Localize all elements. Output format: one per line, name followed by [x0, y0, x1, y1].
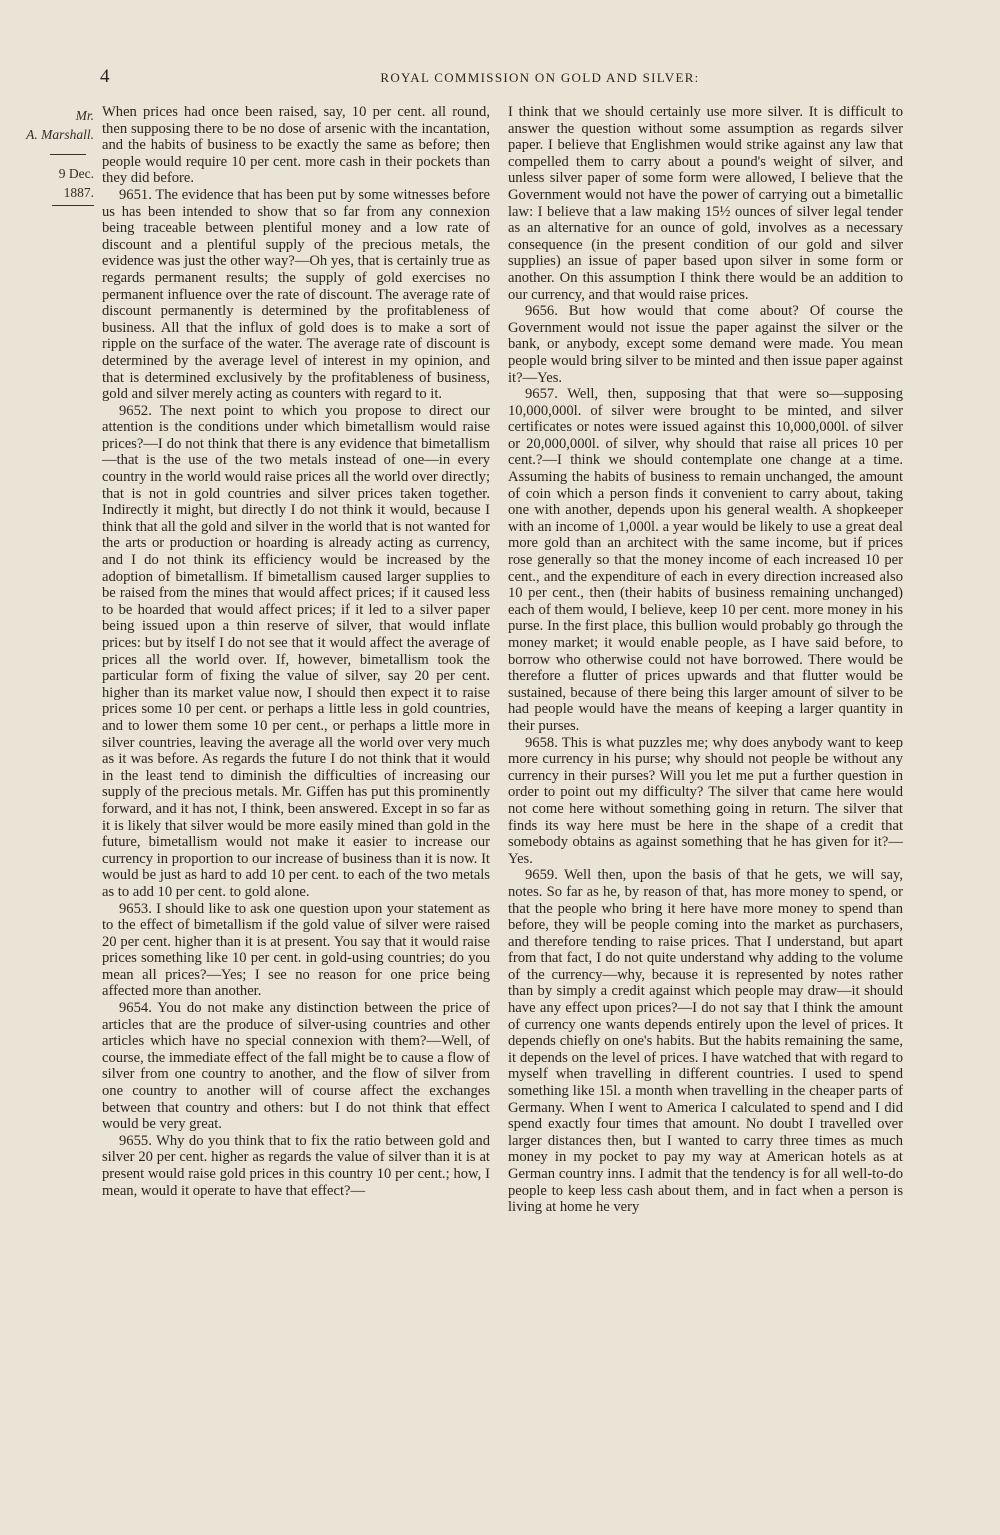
paragraph: 9659. Well then, upon the basis of that he gets, we will say, notes. So far as he, by reason of that, has more money to spend, or that the people who bring it here have more money to spend than before, they will be people coming into the market as purchasers, and therefore tending to raise prices. That I understand, but apart from that fact, I do not quite understand why adding to the volume of the currency—why, because it is represented by notes rather than by simply a credit against which people may draw—it should have any effect upon prices?—I do not say that I think the amount of currency one wants depends entirely upon the level of prices. It depends chiefly on one's habits. But the habits remaining the same, it depends on the level of prices. I have watched that with regard to myself when travelling in different countries. I used to spend something like 15l. a month when travelling in the cheaper parts of Germany. When I went to America I calculated to spend and I did spend exactly four times that amount. No doubt I travelled over larger distances then, but I wanted to carry three times as much money in my pocket to pay my way at American hotels as at German country inns. I admit that the tendency is for all well-to-do people to keep less cash about them, and in fact when a person is living at home he very	[508, 867, 903, 1216]
margin-rule	[50, 154, 86, 155]
paragraph: 9656. But how would that come about? Of course the Government would not issue the paper against the silver or the bank, or anybody, except some demand were made. You mean people would bring silver to be minted and then issue paper against it?—Yes.	[508, 303, 903, 386]
paragraph: 9654. You do not make any distinction between the price of articles that are the produce of silver-using countries and other articles which have no special connexion with them?—Well, of course, the immediate effect of the fall might be to cause a flow of silver from one country to another, and the flow of silver from one country to another will of course affect the exchanges between that country and others: but I do not think that effect would be very great.	[102, 1000, 490, 1133]
page-number: 4	[100, 66, 110, 87]
left-column	[102, 104, 490, 1199]
testimony-date: 9 Dec. 1887.	[58, 166, 94, 200]
paragraph: I think that we should certainly use more silver. It is difficult to answer the question without some assumption as regards silver paper. I believe that Englishmen would strike against any law that compelled them to carry about a pound's weight of silver, and unless silver paper of some form were allowed, I believe that the Government would not have the power of carrying out a bimetallic law: I believe that a law making 15½ ounces of silver legal tender as an alternative for an ounce of gold, involves as a necessary consequence (in the present condition of our gold and silver supplies) an issue of paper based upon silver in some form or another. On this assumption I think there would be an addition to our currency, and that would raise prices.	[508, 104, 903, 303]
paragraph: 9655. Why do you think that to fix the ratio between gold and silver 20 per cent. higher as regards the value of silver than it is at present would raise gold prices in this country 10 per cent.; how, I mean, would it operate to have that effect?—	[102, 1132, 490, 1199]
margin-note	[26, 106, 94, 206]
paragraph: 9652. The next point to which you propose to direct our attention is the conditions under which bimetallism would raise prices?—I do not think that there is any evidence that bimetallism—that is the use of the two metals instead of one—in every country in the world would raise prices all the world over directly; that is not in gold countries and silver prices taken together. Indirectly it might, but directly I do not think it would, because I think that all the gold and silver in the world that is not wanted for the arts or production or hoarding is already acting as currency, and I do not think its efficiency would be increased by the adoption of bimetallism. If bimetallism caused larger supplies to be raised from the mines that would affect prices; if it caused less to be hoarded that would affect prices; if it led to a silver paper being issued upon a thin reserve of silver, that would inflate prices: but by itself I do not see that it would affect the average of prices all the world over. If, however, bimetallism took the particular form of fixing the value of silver, say 20 per cent. higher than its market value now, I should then expect it to raise prices some 10 per cent. or perhaps a little less in gold countries, and to lower them some 10 per cent., or perhaps a little more in silver countries, leaving the average all the world over very much as it was before. As regards the future I do not think that it would in the least tend to diminish the difficulties of increasing our supply of the precious metals. Mr. Giffen has put this prominently forward, and it has not, I think, been answered. Except in so far as it is likely that silver would be more easily mined than gold in the future, bimetallism would not make it easier to increase our currency in proportion to our increase of business than it is now. It would be just as hard to add 10 per cent. to each of the two metals as to add 10 per cent. to gold alone.	[102, 402, 490, 900]
paragraph: 9657. Well, then, supposing that that were so—supposing 10,000,000l. of silver were brought to be minted, and silver certificates or notes were issued against this 10,000,000l. of silver or 20,000,000l. of silver, why should that raise all prices 10 per cent.?—I think we should contemplate one change at a time. Assuming the habits of business to remain unchanged, the amount of coin which a person finds it convenient to carry about, taking one with another, depends upon his general wealth. A shopkeeper with an income of 1,000l. a year would be likely to use a great deal more gold than an architect with the same income, but if prices rose generally so that the money income of each increased 10 per cent., and the expenditure of each in every direction increased also 10 per cent., then (their habits of business remaining unchanged) each of them would, I believe, keep 10 per cent. more money in his purse. In the first place, this bullion would probably go through the money market; it would enable people, as I have said before, to borrow who otherwise could not have borrowed. There would be therefore a flutter of prices upwards and that flutter would be sustained, because of there being this larger amount of silver to be had people would have the means of keeping a larger quantity in their purses.	[508, 386, 903, 734]
paragraph: When prices had once been raised, say, 10 per cent. all round, then supposing there to be no dose of arsenic with the incantation, and the habits of business to be exactly the same as before; then people would require 10 per cent. more cash in their pockets than they did before.	[102, 104, 490, 187]
margin-rule	[52, 205, 94, 206]
running-title: ROYAL COMMISSION ON GOLD AND SILVER:	[380, 70, 700, 85]
paragraph: 9658. This is what puzzles me; why does anybody want to keep more currency in his purse; why should not people be without any currency in their purses? Will you let me put a further question in order to point out my difficulty? The silver that came here would not come here without something going in return. The silver that finds its way here must be here in the shape of a credit that somebody obtains as against something that he has given for it?—Yes.	[508, 734, 903, 867]
paragraph: 9653. I should like to ask one question upon your statement as to the effect of bimetallism if the gold value of silver were raised 20 per cent. higher than it is at present. You say that it would raise prices something like 10 per cent. in gold-using countries; do you mean all prices?—Yes; I see no reason for one price being affected more than another.	[102, 900, 490, 1000]
witness-name: A. Marshall.	[26, 127, 94, 142]
witness-prefix: Mr.	[75, 108, 94, 123]
right-column	[508, 104, 903, 1216]
paragraph: 9651. The evidence that has been put by some witnesses before us has been intended to show that so far from any connexion being traceable between plentiful money and a low rate of discount and a plentiful supply of the precious metals, the evidence was just the other way?—Oh yes, that is certainly true as regards permanent results; the supply of gold exercises no permanent influence over the rate of discount. The average rate of discount permanently is determined by the profitableness of business. All that the influx of gold does is to make a sort of ripple on the surface of the water. The average rate of discount is determined by the average level of interest in my opinion, and that is determined exclusively by the profitableness of business, gold and silver merely acting as counters with regard to it.	[102, 186, 490, 403]
